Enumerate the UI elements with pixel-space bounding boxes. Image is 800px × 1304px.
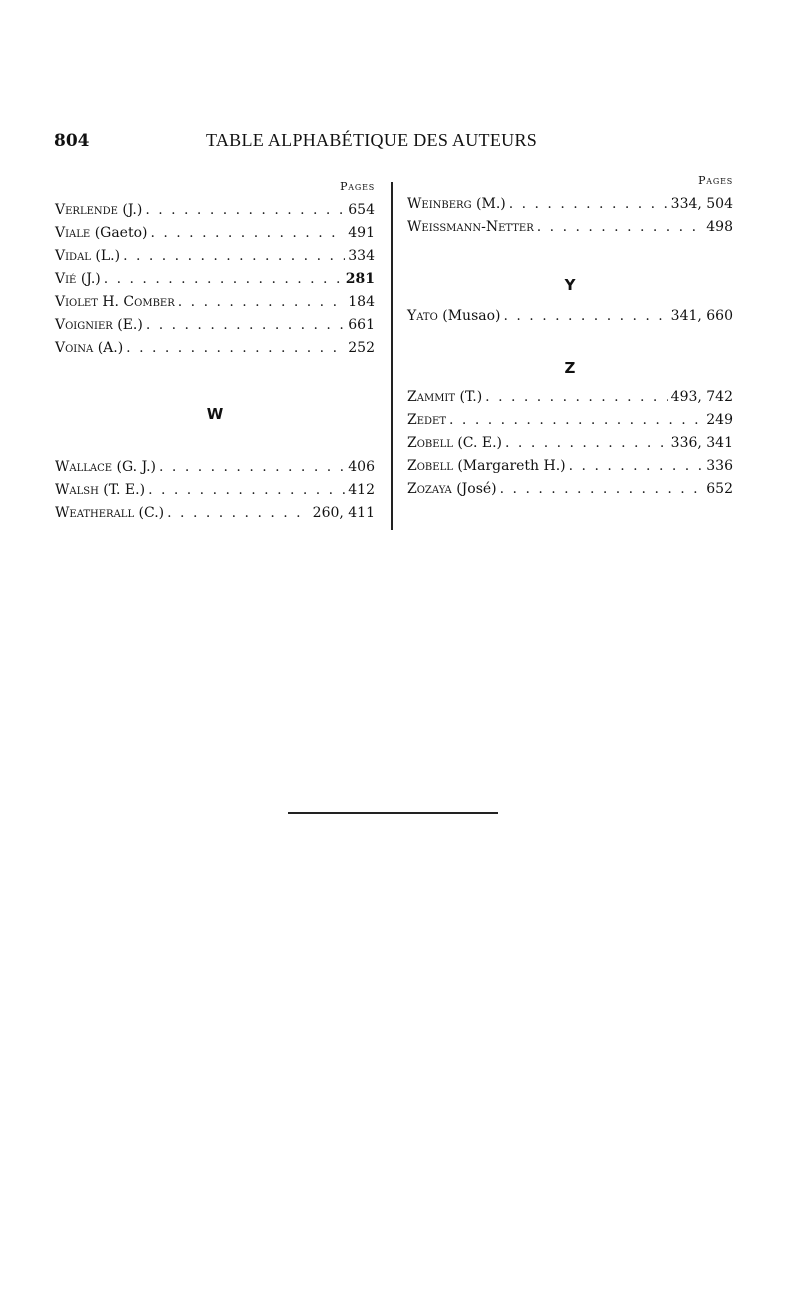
page-refs: 184 bbox=[348, 294, 375, 310]
section-letter-z: Z bbox=[564, 359, 576, 377]
leader-dots bbox=[537, 219, 704, 235]
right-column bbox=[407, 174, 733, 504]
page-number: 804 bbox=[54, 131, 90, 151]
index-entry bbox=[407, 389, 733, 412]
author-name: Zobell (C. E.) bbox=[407, 435, 503, 451]
leader-dots bbox=[145, 202, 345, 218]
section-letter-y: Y bbox=[564, 276, 576, 294]
index-entry bbox=[407, 412, 733, 435]
page-refs: 249 bbox=[706, 412, 733, 428]
author-name: Violet H. Comber bbox=[55, 294, 175, 310]
index-entry bbox=[55, 482, 375, 505]
page-refs: 652 bbox=[706, 481, 733, 497]
end-rule bbox=[288, 812, 498, 814]
page-refs: 341, 660 bbox=[670, 308, 733, 324]
leader-dots bbox=[500, 481, 704, 497]
author-name: Voignier (E.) bbox=[55, 317, 143, 333]
leader-dots bbox=[509, 196, 668, 212]
author-name: Zammit (T.) bbox=[407, 389, 483, 405]
page-refs: 498 bbox=[706, 219, 733, 235]
author-name: Yato (Musao) bbox=[407, 308, 501, 324]
leader-dots bbox=[485, 389, 667, 405]
author-name: Voina (A.) bbox=[55, 340, 124, 356]
leader-dots bbox=[167, 505, 310, 521]
page-refs: 260, 411 bbox=[312, 505, 375, 521]
index-entry bbox=[407, 308, 733, 331]
pages-label: Pages bbox=[340, 180, 375, 193]
leader-dots bbox=[148, 482, 345, 498]
index-entry bbox=[55, 225, 375, 248]
index-entry bbox=[55, 271, 375, 294]
author-name: Zobell (Margareth H.) bbox=[407, 458, 566, 474]
author-name: Walsh (T. E.) bbox=[55, 482, 146, 498]
author-name: Wallace (G. J.) bbox=[55, 459, 157, 475]
leader-dots bbox=[504, 308, 668, 324]
leader-dots bbox=[569, 458, 704, 474]
index-entry bbox=[55, 459, 375, 482]
pages-label: Pages bbox=[698, 174, 733, 187]
author-name: Vié (J.) bbox=[55, 271, 101, 287]
index-entry bbox=[55, 202, 375, 225]
page-refs: 406 bbox=[348, 459, 375, 475]
index-entry bbox=[407, 196, 733, 219]
page-refs: 412 bbox=[348, 482, 375, 498]
author-name: Viale (Gaeto) bbox=[55, 225, 148, 241]
index-entry bbox=[407, 458, 733, 481]
running-title: TABLE ALPHABÉTIQUE DES AUTEURS bbox=[206, 130, 538, 150]
index-entry bbox=[407, 435, 733, 458]
leader-dots bbox=[104, 271, 343, 287]
author-name: Vidal (L.) bbox=[55, 248, 121, 264]
page-refs: 334, 504 bbox=[670, 196, 733, 212]
index-entry bbox=[55, 294, 375, 317]
page-refs: 252 bbox=[348, 340, 375, 356]
section-letter-w: W bbox=[206, 405, 224, 423]
page-refs: 493, 742 bbox=[670, 389, 733, 405]
author-name: Zedet bbox=[407, 412, 447, 428]
leader-dots bbox=[146, 317, 345, 333]
left-column bbox=[55, 180, 375, 528]
page-refs: 491 bbox=[348, 225, 375, 241]
leader-dots bbox=[178, 294, 346, 310]
page-refs: 654 bbox=[348, 202, 375, 218]
page-refs: 281 bbox=[345, 271, 375, 287]
column-divider bbox=[391, 182, 393, 530]
index-entry bbox=[55, 505, 375, 528]
index-entry bbox=[55, 248, 375, 271]
author-name: Verlende (J.) bbox=[55, 202, 143, 218]
author-name: Weinberg (M.) bbox=[407, 196, 506, 212]
author-name: Weatherall (C.) bbox=[55, 505, 165, 521]
author-name: Zozaya (José) bbox=[407, 481, 497, 497]
page-refs: 336 bbox=[706, 458, 733, 474]
author-name: Weissmann-Netter bbox=[407, 219, 534, 235]
leader-dots bbox=[126, 340, 345, 356]
leader-dots bbox=[505, 435, 668, 451]
index-entry bbox=[407, 481, 733, 504]
page-refs: 661 bbox=[348, 317, 375, 333]
leader-dots bbox=[150, 225, 345, 241]
page-refs: 336, 341 bbox=[670, 435, 733, 451]
leader-dots bbox=[449, 412, 703, 428]
page-refs: 334 bbox=[348, 248, 375, 264]
leader-dots bbox=[159, 459, 345, 475]
index-entry bbox=[55, 317, 375, 340]
leader-dots bbox=[123, 248, 345, 264]
index-entry bbox=[407, 219, 733, 242]
index-entry bbox=[55, 340, 375, 363]
